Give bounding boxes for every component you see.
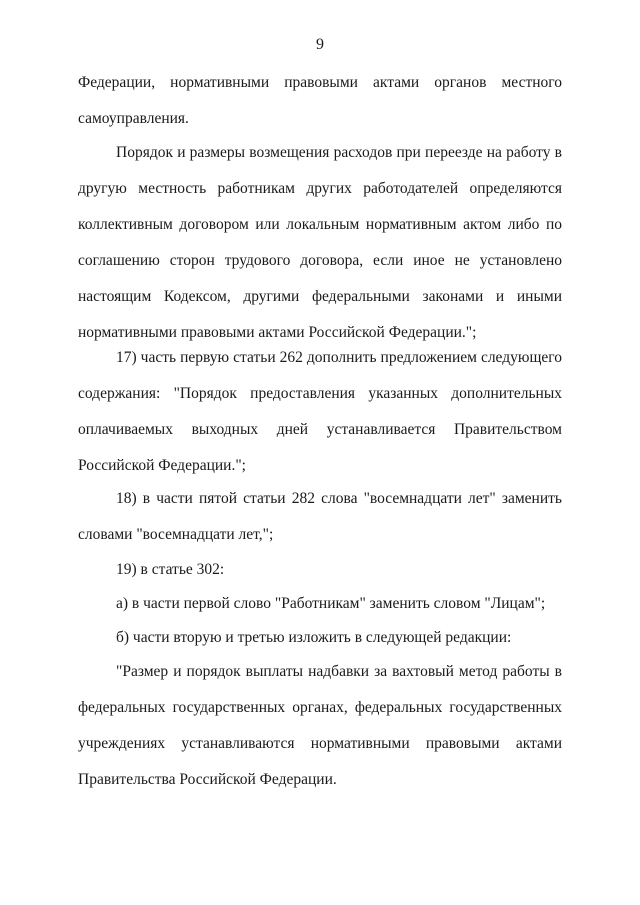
text-line: другую местность работникам других работодателей определяются [78,180,562,197]
paragraph-subitem-a [78,592,562,628]
paragraph-item-19 [78,558,562,594]
text-line: словами "восемнадцати лет,"; [78,526,274,543]
text-line: б) части вторую и третью изложить в следующей редакции: [116,629,512,646]
paragraph-item-17 [78,346,562,490]
text-line: Российской Федерации."; [78,457,246,474]
paragraph-subitem-b [78,626,562,662]
text-line: настоящим Кодексом, другими федеральными законами и иными [78,288,562,305]
text-line: Правительства Российской Федерации. [78,771,337,788]
text-line: 17) часть первую статьи 262 дополнить предложением следующего [116,349,562,366]
text-line: 19) в статье 302: [116,561,225,578]
page-number: 9 [316,36,324,53]
text-line: оплачиваемых выходных дней устанавливается Правительством [78,421,562,438]
text-line: учреждениях устанавливаются нормативными правовыми актами [78,735,562,752]
paragraph-item-18 [78,487,562,559]
text-line: федеральных государственных органах, федеральных государственных [78,699,562,716]
text-line: "Размер и порядок выплаты надбавки за вахтовый метод работы в [116,663,562,680]
paragraph-continuation [78,71,562,143]
text-line: соглашению сторон трудового договора, если иное не установлено [78,252,562,269]
text-line: Порядок и размеры возмещения расходов при переезде на работу в [116,144,562,161]
text-line: нормативными правовыми актами Российской Федерации."; [78,324,477,341]
text-line: самоуправления. [78,110,189,127]
paragraph-relocation-expenses [78,141,562,357]
paragraph-quoted-text [78,660,562,804]
text-line: Федерации, нормативными правовыми актами органов местного [78,74,562,91]
text-line: содержания: "Порядок предоставления указанных дополнительных [78,385,562,402]
text-line: коллективным договором или локальным нормативным актом либо по [78,216,562,233]
text-line: 18) в части пятой статьи 282 слова "восемнадцати лет" заменить [116,490,562,507]
text-line: а) в части первой слово "Работникам" заменить словом "Лицам"; [116,595,546,612]
